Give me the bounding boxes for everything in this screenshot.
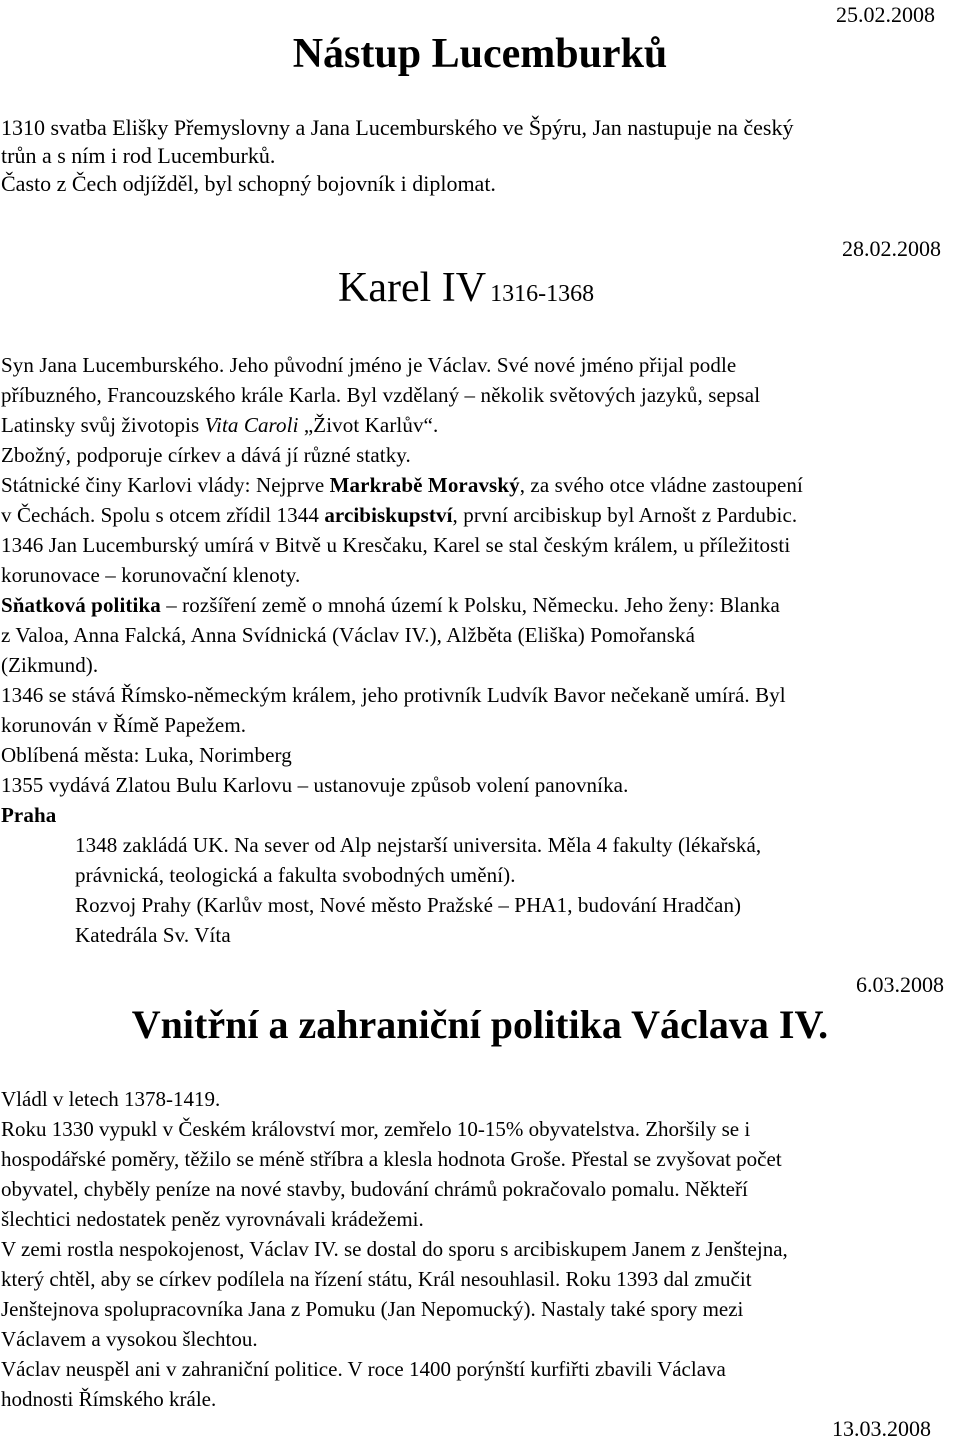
text-fragment: Státnické činy Karlovi vlády: Nejprve — [1, 473, 330, 497]
subheading-praha — [1, 800, 956, 830]
text-line: korunovace – korunovační klenoty. — [1, 563, 301, 587]
text-fragment: – rozšíření země o mnohá území k Polsku, Německu. Jeho ženy: Blanka — [160, 593, 780, 617]
text-line: Václav neuspěl ani v zahraniční politice. V roce 1400 porýnští kurfiřti zbavili Václava — [1, 1357, 726, 1381]
bold-term: Praha — [1, 803, 57, 827]
text-line: Roku 1330 vypukl v Českém království mor, zemřelo 10-15% obyvatelstva. Zhoršily se i — [1, 1117, 751, 1141]
date-stamp: 28.02.2008 — [842, 236, 941, 261]
text-line: z Valoa, Anna Falcká, Anna Svídnická (Václav IV.), Alžběta (Eliška) Pomořanská — [1, 623, 696, 647]
text-line: šlechtici nedostatek peněz vyrovnávali krádežemi. — [1, 1207, 424, 1231]
text-line: příbuzného, Francouzského krále Karla. Byl vzdělaný – několik světových jazyků, sepsal — [1, 383, 761, 407]
text-line: hodnosti Římského krále. — [1, 1387, 217, 1411]
text-line: (Zikmund). — [1, 653, 99, 677]
text-line: korunován v Římě Papežem. — [1, 713, 247, 737]
text-fragment: , za svého otce vládne zastoupení — [519, 473, 803, 497]
section2-paragraph — [1, 350, 956, 950]
italic-title: Vita Caroli — [204, 413, 299, 437]
text-line: Často z Čech odjížděl, byl schopný bojovník i diplomat. — [1, 171, 496, 196]
title-years: 1316-1368 — [490, 281, 595, 307]
text-line: 1346 Jan Lucemburský umírá v Bitvě u Kresčaku, Karel se stal českým králem, u příležitosti — [1, 533, 791, 557]
text-line — [1, 500, 956, 530]
section-title-vaclav: Vnitřní a zahraniční politika Václava IV. — [131, 1002, 829, 1047]
text-line: Syn Jana Lucemburského. Jeho původní jméno je Václav. Své nové jméno přijal podle — [1, 353, 737, 377]
section-title-karel — [338, 262, 594, 314]
date-stamp: 25.02.2008 — [836, 2, 935, 27]
title-text: Karel IV — [338, 265, 487, 311]
section3-paragraph — [1, 1084, 956, 1414]
text-line: Rozvoj Prahy (Karlův most, Nové město Pražské – PHA1, budování Hradčan) — [75, 893, 742, 917]
text-line: Oblíbená města: Luka, Norimberg — [1, 743, 292, 767]
text-line — [1, 590, 956, 620]
section-title-nastup: Nástup Lucemburků — [292, 31, 668, 77]
text-line: který chtěl, aby se církev podílela na řízení státu, Král nesouhlasil. Roku 1393 dal zmučit — [1, 1267, 752, 1291]
text-line: Jenštejnova spolupracovníka Jana z Pomuku (Jan Nepomucký). Nastaly také spory mezi — [1, 1297, 744, 1321]
bold-term: Sňatková politika — [1, 593, 161, 617]
text-fragment: v Čechách. Spolu s otcem zřídil 1344 — [1, 503, 325, 527]
text-line: trůn a s ním i rod Lucemburků. — [1, 143, 276, 168]
text-line: Zbožný, podporuje církev a dává jí různé statky. — [1, 443, 411, 467]
text-line: V zemi rostla nespokojenost, Václav IV. se dostal do sporu s arcibiskupem Janem z Jenštejna, — [1, 1237, 788, 1261]
text-line — [1, 410, 956, 440]
text-line: Katedrála Sv. Víta — [75, 923, 231, 947]
bold-term: arcibiskupství — [324, 503, 453, 527]
text-line: Václavem a vysokou šlechtou. — [1, 1327, 258, 1351]
text-line — [1, 470, 956, 500]
text-line: 1310 svatba Elišky Přemyslovny a Jana Lucemburského ve Špýru, Jan nastupuje na český — [1, 115, 794, 140]
text-fragment: Latinsky svůj životopis — [1, 413, 205, 437]
text-line: 1346 se stává Římsko-německým králem, jeho protivník Ludvík Bavor nečekaně umírá. Byl — [1, 683, 786, 707]
date-stamp: 6.03.2008 — [856, 972, 944, 997]
text-line: Vládl v letech 1378-1419. — [1, 1087, 221, 1111]
section1-paragraph — [1, 114, 956, 198]
text-fragment: „Život Karlův“. — [298, 413, 439, 437]
bold-term: Markrabě Moravský — [329, 473, 520, 497]
text-line: 1355 vydává Zlatou Bulu Karlovu – ustanovuje způsob volení panovníka. — [1, 773, 629, 797]
date-stamp: 13.03.2008 — [832, 1416, 931, 1441]
text-line: 1348 zakládá UK. Na sever od Alp nejstarší universita. Měla 4 fakulty (lékařská, — [75, 833, 762, 857]
text-line: hospodářské poměry, těžilo se méně stříbra a klesla hodnota Groše. Přestal se zvyšovat počet — [1, 1147, 782, 1171]
text-line: právnická, teologická a fakulta svobodných umění). — [75, 863, 516, 887]
text-line: obyvatel, chyběly peníze na nové stavby, budování chrámů pokračovalo pomalu. Někteří — [1, 1177, 748, 1201]
text-fragment: , první arcibiskup byl Arnošt z Pardubic. — [452, 503, 798, 527]
